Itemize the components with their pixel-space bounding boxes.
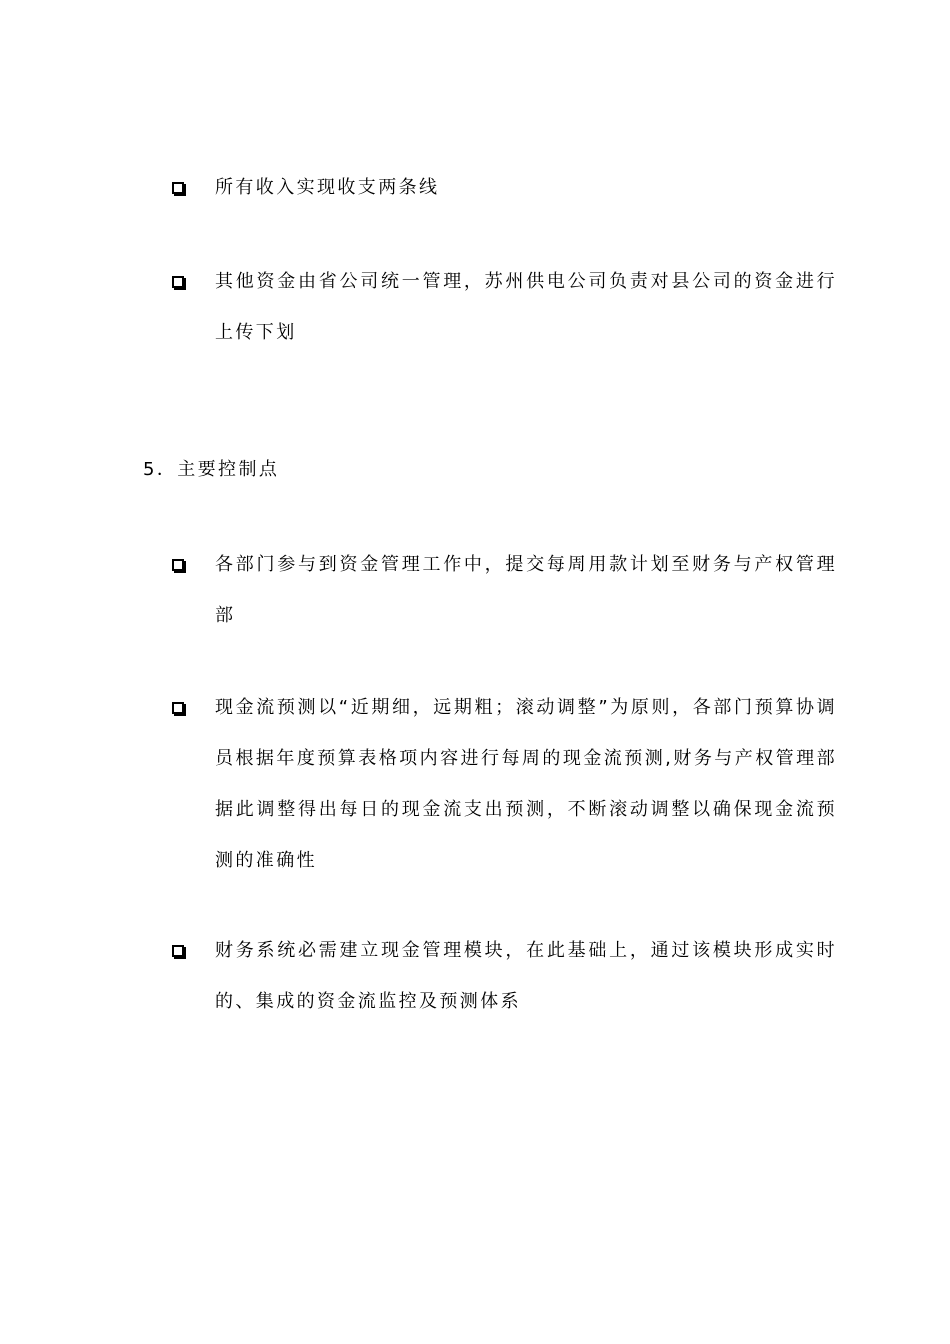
bullet-item [172, 696, 842, 886]
checkbox-bullet-icon [172, 182, 184, 194]
checkbox-bullet-icon [172, 702, 184, 714]
bullet-item [172, 270, 842, 358]
checkbox-bullet-icon [172, 276, 184, 288]
section-heading: 5．主要控制点 [143, 459, 280, 480]
checkbox-bullet-icon [172, 559, 184, 571]
bullet-item [172, 939, 842, 1027]
bullet-text: 各部门参与到资金管理工作中，提交每周用款计划至财务与产权管理部 [215, 554, 837, 626]
bullet-item [172, 176, 842, 213]
bullet-text: 其他资金由省公司统一管理，苏州供电公司负责对县公司的资金进行上传下划 [215, 271, 837, 343]
bullet-text: 所有收入实现收支两条线 [215, 177, 440, 198]
checkbox-bullet-icon [172, 945, 184, 957]
bullet-item [172, 553, 842, 641]
bullet-text: 财务系统必需建立现金管理模块，在此基础上，通过该模块形成实时的、集成的资金流监控及预测体系 [215, 940, 837, 1012]
bullet-text: 现金流预测以“近期细，远期粗；滚动调整”为原则，各部门预算协调员根据年度预算表格项内容进行每周的现金流预测,财务与产权管理部据此调整得出每日的现金流支出预测，不断滚动调整以确保现金流预测的准确性 [215, 697, 837, 871]
